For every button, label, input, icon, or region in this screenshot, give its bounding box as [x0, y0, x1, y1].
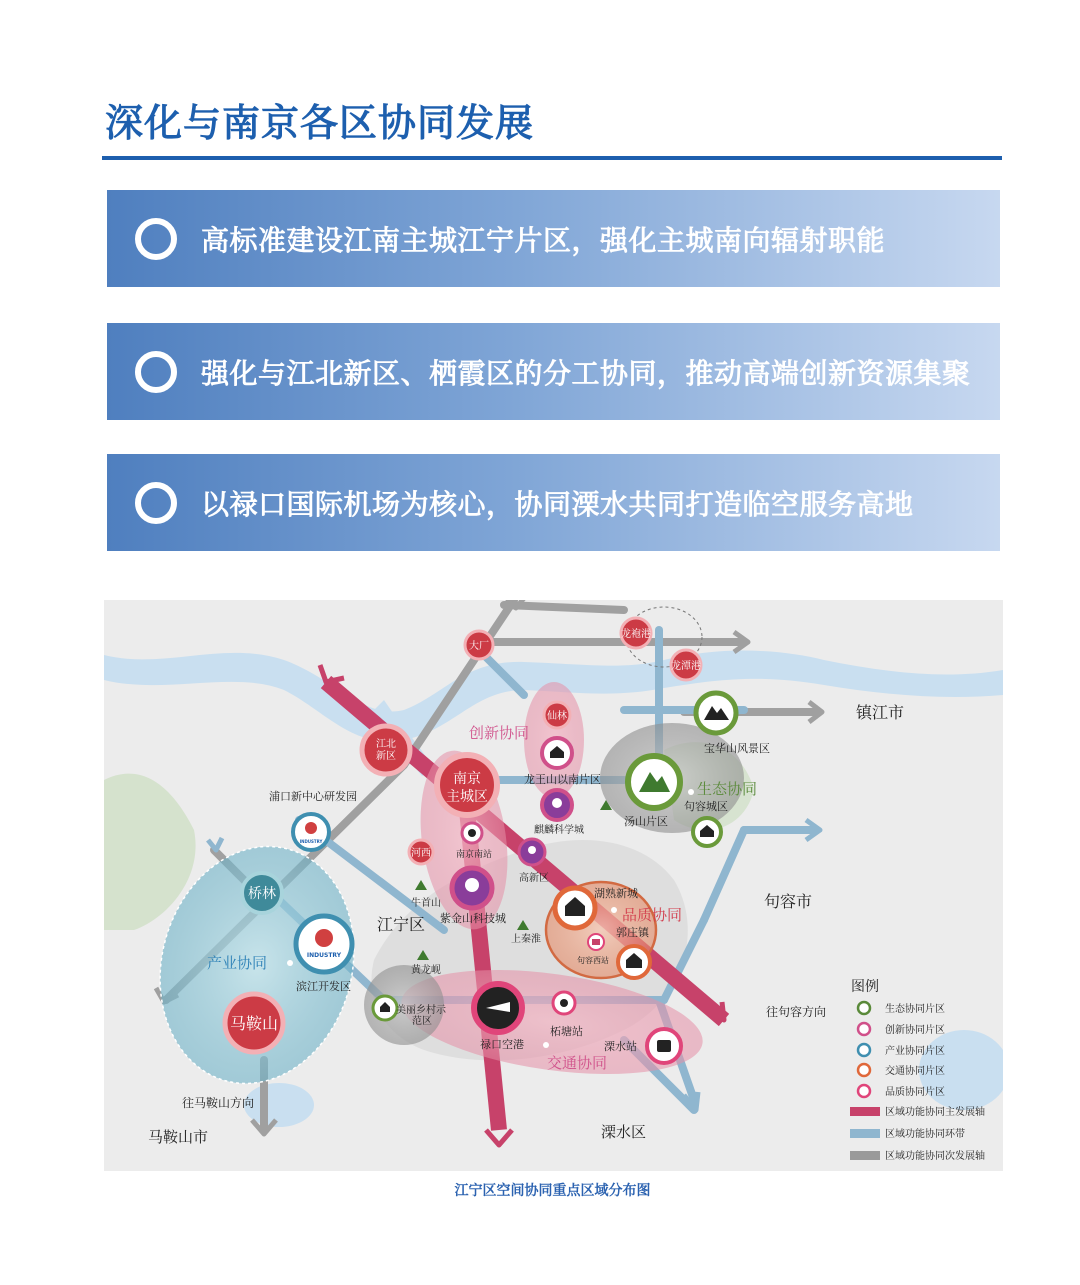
svg-text:郭庄镇: 郭庄镇 — [616, 926, 649, 939]
svg-text:仙林: 仙林 — [547, 711, 567, 722]
industry-icon — [315, 929, 333, 947]
svg-text:生态协同: 生态协同 — [697, 780, 758, 798]
svg-text:区域功能协同主发展轴: 区域功能协同主发展轴 — [885, 1107, 985, 1118]
svg-text:汤山片区: 汤山片区 — [624, 815, 668, 828]
svg-text:柘塘站: 柘塘站 — [550, 1025, 583, 1038]
svg-text:浦口新中心研发园: 浦口新中心研发园 — [269, 790, 357, 803]
svg-text:溧水站: 溧水站 — [604, 1040, 637, 1053]
metro-icon — [468, 829, 476, 837]
svg-text:创新协同: 创新协同 — [469, 724, 530, 742]
svg-text:马鞍山市: 马鞍山市 — [148, 1128, 209, 1146]
metro-icon — [560, 999, 568, 1007]
svg-text:往马鞍山方向: 往马鞍山方向 — [182, 1096, 255, 1110]
svg-text:江北: 江北 — [376, 739, 396, 750]
svg-text:溧水区: 溧水区 — [601, 1123, 647, 1141]
svg-text:龙王山以南片区: 龙王山以南片区 — [524, 773, 601, 786]
banner-text: 以禄口国际机场为核心，协同溧水共同打造临空服务高地 — [201, 487, 914, 521]
svg-text:大厂: 大厂 — [469, 641, 489, 652]
svg-text:紫金山科技城: 紫金山科技城 — [440, 912, 506, 925]
banner-3 — [107, 454, 1000, 551]
industry-icon — [305, 822, 317, 834]
svg-text:黄龙岘: 黄龙岘 — [411, 965, 441, 976]
circle-bullet-icon — [135, 351, 177, 393]
lightbulb-icon — [465, 878, 479, 892]
svg-text:江宁区: 江宁区 — [377, 915, 426, 934]
svg-text:区域功能协同次发展轴: 区域功能协同次发展轴 — [885, 1151, 985, 1162]
page-title: 深化与南京各区协同发展 — [105, 101, 535, 145]
svg-text:区域功能协同环带: 区域功能协同环带 — [885, 1129, 965, 1140]
map-canvas — [104, 600, 1003, 1171]
svg-text:句容西站: 句容西站 — [577, 956, 609, 965]
svg-text:品质协同片区: 品质协同片区 — [885, 1087, 945, 1098]
svg-text:产业协同片区: 产业协同片区 — [885, 1046, 945, 1057]
svg-text:龙袍港: 龙袍港 — [621, 629, 651, 640]
svg-text:牛首山: 牛首山 — [411, 898, 441, 909]
svg-text:麒麟科学城: 麒麟科学城 — [534, 825, 584, 836]
map[interactable] — [104, 600, 1003, 1171]
svg-text:河西: 河西 — [411, 848, 431, 859]
svg-text:南京: 南京 — [453, 771, 481, 787]
banner-text: 强化与江北新区、栖霞区的分工协同，推动高端创新资源集聚 — [201, 356, 971, 390]
svg-text:主城区: 主城区 — [446, 789, 488, 805]
title-divider — [102, 156, 1002, 160]
svg-text:高新区: 高新区 — [519, 873, 549, 884]
train-icon — [657, 1040, 671, 1052]
svg-text:生态协同片区: 生态协同片区 — [885, 1004, 945, 1015]
svg-text:南京南站: 南京南站 — [456, 850, 493, 860]
circle-bullet-icon — [135, 218, 177, 260]
svg-text:句容城区: 句容城区 — [684, 800, 728, 813]
svg-text:桥林: 桥林 — [248, 886, 276, 902]
svg-text:上秦淮: 上秦淮 — [511, 934, 541, 945]
train-icon — [592, 939, 600, 945]
svg-text:往句容方向: 往句容方向 — [766, 1005, 827, 1019]
svg-text:句容市: 句容市 — [764, 892, 813, 911]
svg-text:范区: 范区 — [412, 1016, 432, 1027]
svg-text:美丽乡村示: 美丽乡村示 — [396, 1005, 446, 1016]
svg-text:产业协同: 产业协同 — [207, 954, 268, 972]
svg-text:交通协同: 交通协同 — [547, 1054, 608, 1072]
svg-text:湖熟新城: 湖熟新城 — [594, 887, 638, 900]
lightbulb-icon — [552, 798, 562, 808]
svg-text:创新协同片区: 创新协同片区 — [885, 1025, 945, 1036]
banner-text: 高标准建设江南主城江宁片区，强化主城南向辐射职能 — [201, 223, 886, 257]
svg-text:品质协同: 品质协同 — [622, 906, 683, 924]
banner-1 — [107, 190, 1000, 287]
svg-text:镇江市: 镇江市 — [856, 703, 905, 722]
map-caption: 江宁区空间协同重点区域分布图 — [454, 1183, 651, 1199]
banner-2 — [107, 323, 1000, 420]
svg-text:交通协同片区: 交通协同片区 — [885, 1066, 945, 1077]
svg-text:马鞍山: 马鞍山 — [229, 1014, 279, 1033]
svg-text:龙潭港: 龙潭港 — [671, 661, 701, 672]
svg-text:滨江开发区: 滨江开发区 — [296, 980, 351, 993]
industry-badge-text: INDUSTRY — [306, 952, 342, 959]
lightbulb-icon — [528, 846, 536, 854]
circle-bullet-icon — [135, 482, 177, 524]
svg-text:新区: 新区 — [376, 751, 396, 762]
industry-badge-text: INDUSTRY — [299, 839, 323, 844]
svg-text:宝华山风景区: 宝华山风景区 — [704, 742, 770, 755]
svg-text:禄口空港: 禄口空港 — [480, 1038, 524, 1051]
legend-title: 图例 — [851, 979, 879, 995]
